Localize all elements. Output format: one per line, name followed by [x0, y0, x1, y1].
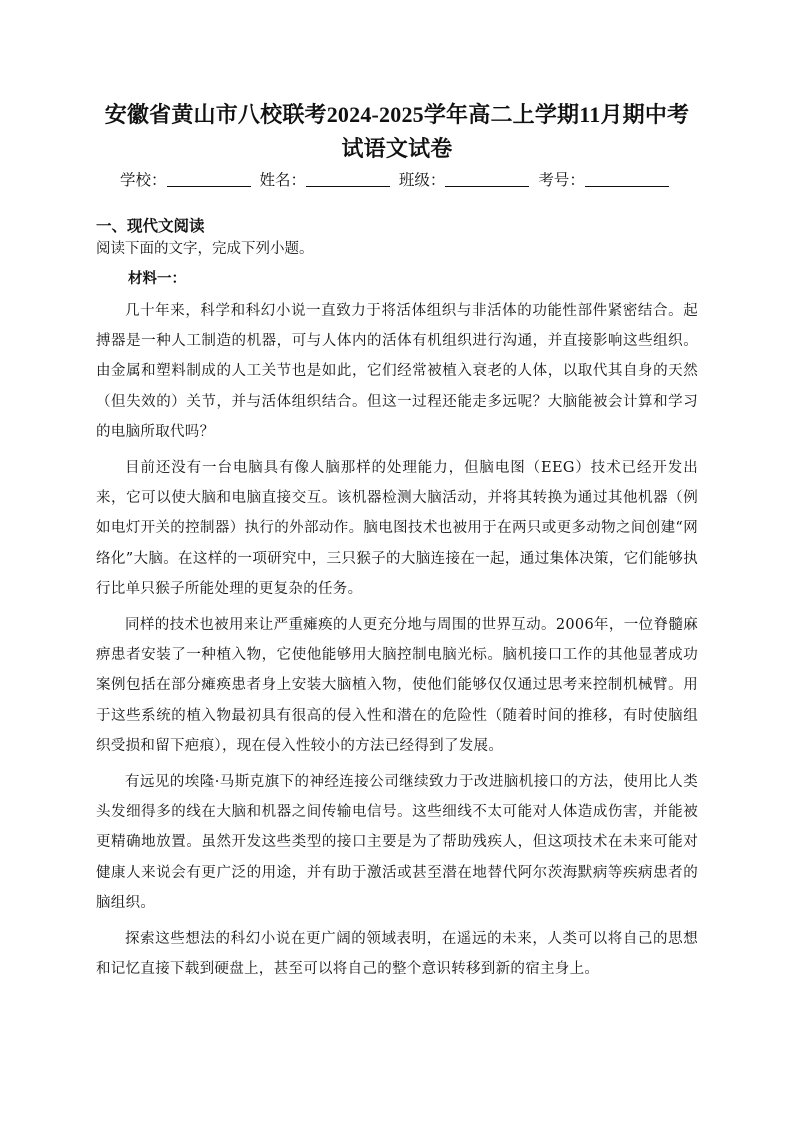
paragraph-4: 有远见的埃隆·马斯克旗下的神经连接公司继续致力于改进脑机接口的方法，使用比人类头发细得多的线在大脑和机器之间传输电信号。这些细线不太可能对人体造成伤害，并能被更精确地放置。虽然开发这些类型的接口主要是为了帮助残疾人，但这项技术在未来可能对健康人来说会有更广泛的用途，并有助于激活或甚至潜在地替代阿尔茨海默病等疾病患者的脑组织。 [96, 774, 698, 911]
paragraph-3: 同样的技术也被用来让严重瘫痪的人更充分地与周围的世界互动。2006年，一位脊髓麻痹患者安装了一种植入物，它使他能够用大脑控制电脑光标。脑机接口工作的其他显著成功案例包括在部分瘫痪患者身上安装大脑植入物，使他们能够仅仅通过思考来控制机械臂。用于这些系统的植入物最初具有很高的侵入性和潜在的危险性（随着时间的推移，有时使脑组织受损和留下疤痕），现在侵入性较小的方法已经得到了发展。 [96, 617, 698, 754]
info-label-school: 学校： [120, 171, 167, 189]
info-label-name: 姓名： [259, 171, 306, 189]
exam-number-blank[interactable] [585, 172, 669, 187]
material-body [96, 296, 698, 990]
student-info-row [120, 168, 680, 192]
school-blank[interactable] [167, 172, 251, 187]
paragraph-1: 几十年来，科学和科幻小说一直致力于将活体组织与非活体的功能性部件紧密结合。起搏器是一种人工制造的机器，可与人体内的活体有机组织进行沟通，并直接影响这些组织。由金属和塑料制成的人工关节也是如此，它们经常被植入衰老的人体，以取代其自身的天然（但失效的）关节，并与活体组织结合。但这一过程还能走多远呢？大脑能被会计算和学习的电脑所取代吗？ [96, 303, 698, 440]
paragraph-2: 目前还没有一台电脑具有像人脑那样的处理能力，但脑电图（EEG）技术已经开发出来，它可以使大脑和电脑直接交互。该机器检测大脑活动，并将其转换为通过其他机器（例如电灯开关的控制器）执行的外部动作。脑电图技术也被用于在两只或更多动物之间创建“网络化”大脑。在这样的一项研究中，三只猴子的大脑连接在一起，通过集体决策，它们能够执行比单只猴子所能处理的更复杂的任务。 [96, 460, 698, 597]
class-blank[interactable] [445, 172, 529, 187]
page-title: 安徽省黄山市八校联考2024-2025学年高二上学期11月期中考试语文试卷 [104, 102, 690, 161]
name-blank[interactable] [306, 172, 390, 187]
reading-instruction: 阅读下面的文字，完成下列小题。 [96, 241, 314, 257]
info-label-exam-number: 考号： [538, 171, 585, 189]
paragraph-5: 探索这些想法的科幻小说在更广阔的领域表明，在遥远的未来，人类可以将自己的思想和记忆直接下载到硬盘上，甚至可以将自己的整个意识转移到新的宿主身上。 [96, 931, 698, 978]
section-heading: 一、现代文阅读 [96, 217, 205, 235]
info-label-class: 班级： [398, 171, 446, 189]
material-label: 材料一： [128, 271, 186, 287]
